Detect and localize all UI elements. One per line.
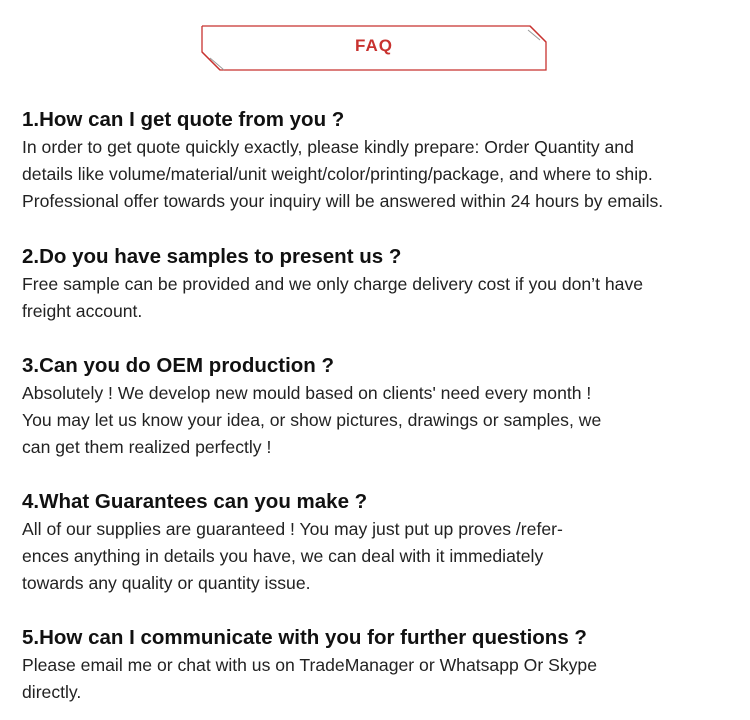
faq-question: 4.What Guarantees can you make ? bbox=[22, 490, 368, 513]
faq-answer bbox=[22, 652, 734, 706]
answer-line: Professional offer towards your inquiry will be answered within 24 hours by emails. bbox=[22, 191, 664, 211]
faq-question: 5.How can I communicate with you for further questions ? bbox=[22, 626, 587, 649]
faq-item-4 bbox=[22, 488, 734, 624]
faq-answer bbox=[22, 380, 734, 461]
answer-line: Absolutely ! We develop new mould based on clients' need every month ! bbox=[22, 383, 592, 403]
faq-item-2 bbox=[22, 243, 734, 352]
answer-line: Please email me or chat with us on TradeManager or Whatsapp Or Skype bbox=[22, 655, 598, 675]
faq-answer bbox=[22, 516, 734, 597]
faq-question: 3.Can you do OEM production ? bbox=[22, 354, 335, 377]
faq-item-3 bbox=[22, 352, 734, 488]
faq-item-5 bbox=[22, 624, 734, 706]
faq-title: FAQ bbox=[355, 36, 393, 55]
answer-line: ences anything in details you have, we can deal with it immediately bbox=[22, 546, 544, 566]
answer-line: You may let us know your idea, or show pictures, drawings or samples, we bbox=[22, 410, 602, 430]
answer-line: details like volume/material/unit weight/color/printing/package, and where to ship. bbox=[22, 164, 653, 184]
faq-answer bbox=[22, 271, 734, 325]
answer-line: freight account. bbox=[22, 301, 143, 321]
faq-list bbox=[22, 106, 734, 706]
faq-answer bbox=[22, 134, 734, 215]
faq-question: 2.Do you have samples to present us ? bbox=[22, 245, 402, 268]
faq-question: 1.How can I get quote from you ? bbox=[22, 108, 345, 131]
answer-line: Free sample can be provided and we only charge delivery cost if you don’t have bbox=[22, 274, 644, 294]
answer-line: towards any quality or quantity issue. bbox=[22, 573, 311, 593]
answer-line: can get them realized perfectly ! bbox=[22, 437, 272, 457]
faq-header-banner bbox=[200, 24, 548, 72]
faq-item-1 bbox=[22, 106, 734, 243]
answer-line: In order to get quote quickly exactly, please kindly prepare: Order Quantity and bbox=[22, 137, 634, 157]
answer-line: directly. bbox=[22, 682, 82, 702]
answer-line: All of our supplies are guaranteed ! You may just put up proves /refer- bbox=[22, 519, 563, 539]
